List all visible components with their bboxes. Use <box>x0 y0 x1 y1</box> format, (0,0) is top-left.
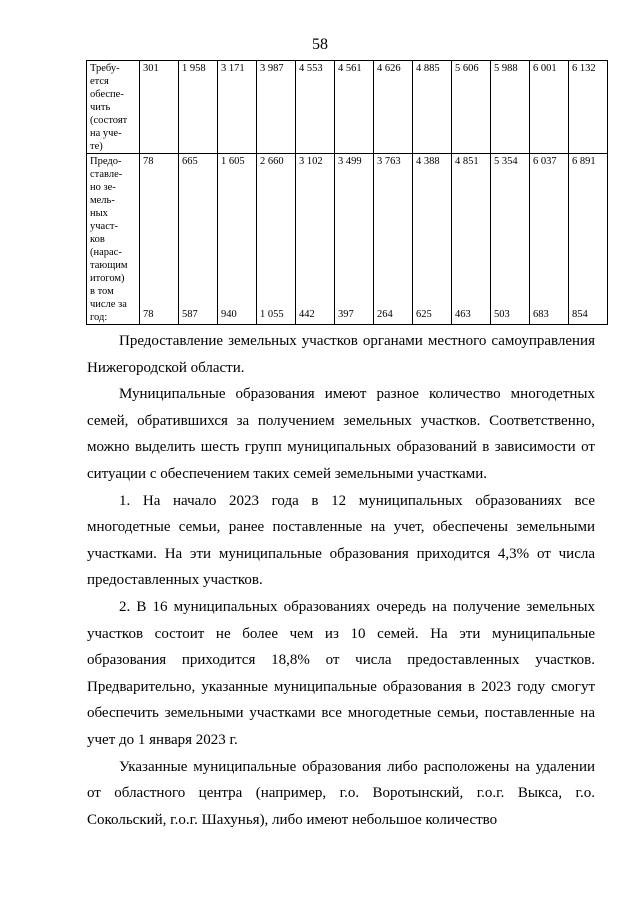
table-row <box>87 61 608 154</box>
table-cell <box>569 154 608 325</box>
paragraph: Предоставление земельных участков органами местного самоуправления Нижегородской области. <box>87 333 595 376</box>
row-label-text: Требу- ется обеспе- чить (состоят на уче- те) <box>90 63 128 152</box>
table-cell <box>218 154 257 325</box>
table-cell <box>413 154 452 325</box>
cumulative-value: 6 037 <box>533 156 557 167</box>
year-value: 78 <box>143 309 154 320</box>
year-value: 625 <box>416 309 432 320</box>
table-cell: 5 606 <box>452 61 491 154</box>
row-label-text: Предо- ставле- но зе- мель- ных участ- ков (нарас- тающим итогом) <box>90 156 128 284</box>
row-label <box>87 61 140 154</box>
year-value: 683 <box>533 309 549 320</box>
table-cell <box>491 154 530 325</box>
year-value: 1 055 <box>260 309 284 320</box>
table-row <box>87 154 608 325</box>
table-cell <box>452 154 491 325</box>
data-table <box>86 60 608 325</box>
cumulative-value: 4 851 <box>455 156 479 167</box>
cumulative-value: 3 763 <box>377 156 401 167</box>
year-value: 854 <box>572 309 588 320</box>
year-value: 264 <box>377 309 393 320</box>
paragraph: 2. В 16 муниципальных образованиях очередь на получение земельных участков состоит не более чем из 10 семей. На эти муниципальные образования приходится 18,8% от числа предоставленных участков. Предварительно, указанные муниципальные образования в 2023 году смогут обеспечить земельными участками все многодетные семьи, поставленные на учет до 1 января 2023 г. <box>87 598 595 748</box>
table-cell <box>140 154 179 325</box>
table-cell <box>335 154 374 325</box>
table-cell: 4 626 <box>374 61 413 154</box>
year-value: 587 <box>182 309 198 320</box>
paragraph: Указанные муниципальные образования либо расположены на удалении от областного центра (например, г.о. Воротынский, г.о.г. Выкса, г.о. Сокольский, г.о.г. Шахунья), либо имеют небольшое количество <box>87 758 595 828</box>
cumulative-value: 4 388 <box>416 156 440 167</box>
table-cell <box>179 154 218 325</box>
table-cell: 6 001 <box>530 61 569 154</box>
year-value: 503 <box>494 309 510 320</box>
cumulative-value: 78 <box>143 156 154 167</box>
row-label-subtext: в том числе за год: <box>90 286 127 323</box>
cumulative-value: 1 605 <box>221 156 245 167</box>
cumulative-value: 3 102 <box>299 156 323 167</box>
table-cell: 4 885 <box>413 61 452 154</box>
year-value: 940 <box>221 309 237 320</box>
cumulative-value: 5 354 <box>494 156 518 167</box>
table-cell: 301 <box>140 61 179 154</box>
table-cell: 4 553 <box>296 61 335 154</box>
year-value: 397 <box>338 309 354 320</box>
table-cell: 1 958 <box>179 61 218 154</box>
table-cell: 5 988 <box>491 61 530 154</box>
cumulative-value: 2 660 <box>260 156 284 167</box>
year-value: 463 <box>455 309 471 320</box>
table-cell: 3 171 <box>218 61 257 154</box>
table-cell: 3 987 <box>257 61 296 154</box>
year-value: 442 <box>299 309 315 320</box>
body-text <box>87 328 595 833</box>
row-label <box>87 154 140 325</box>
table-cell <box>257 154 296 325</box>
table-cell <box>296 154 335 325</box>
cumulative-value: 665 <box>182 156 198 167</box>
page-number: 58 <box>312 36 328 53</box>
paragraph: 1. На начало 2023 года в 12 муниципальных образованиях все многодетные семьи, ранее поставленные на учет, обеспечены земельными участками. На эти муниципальные образования приходится 4,3% от числа предоставленных участков. <box>87 492 595 589</box>
table-cell: 6 132 <box>569 61 608 154</box>
paragraph: Муниципальные образования имеют разное количество многодетных семей, обратившихся за получением земельных участков. Соответственно, можно выделить шесть групп муниципальных образований в зависимости от ситуации с обеспечением таких семей земельными участками. <box>87 386 595 482</box>
cumulative-value: 6 891 <box>572 156 596 167</box>
cumulative-value: 3 499 <box>338 156 362 167</box>
table-cell <box>530 154 569 325</box>
table-cell: 4 561 <box>335 61 374 154</box>
table-cell <box>374 154 413 325</box>
